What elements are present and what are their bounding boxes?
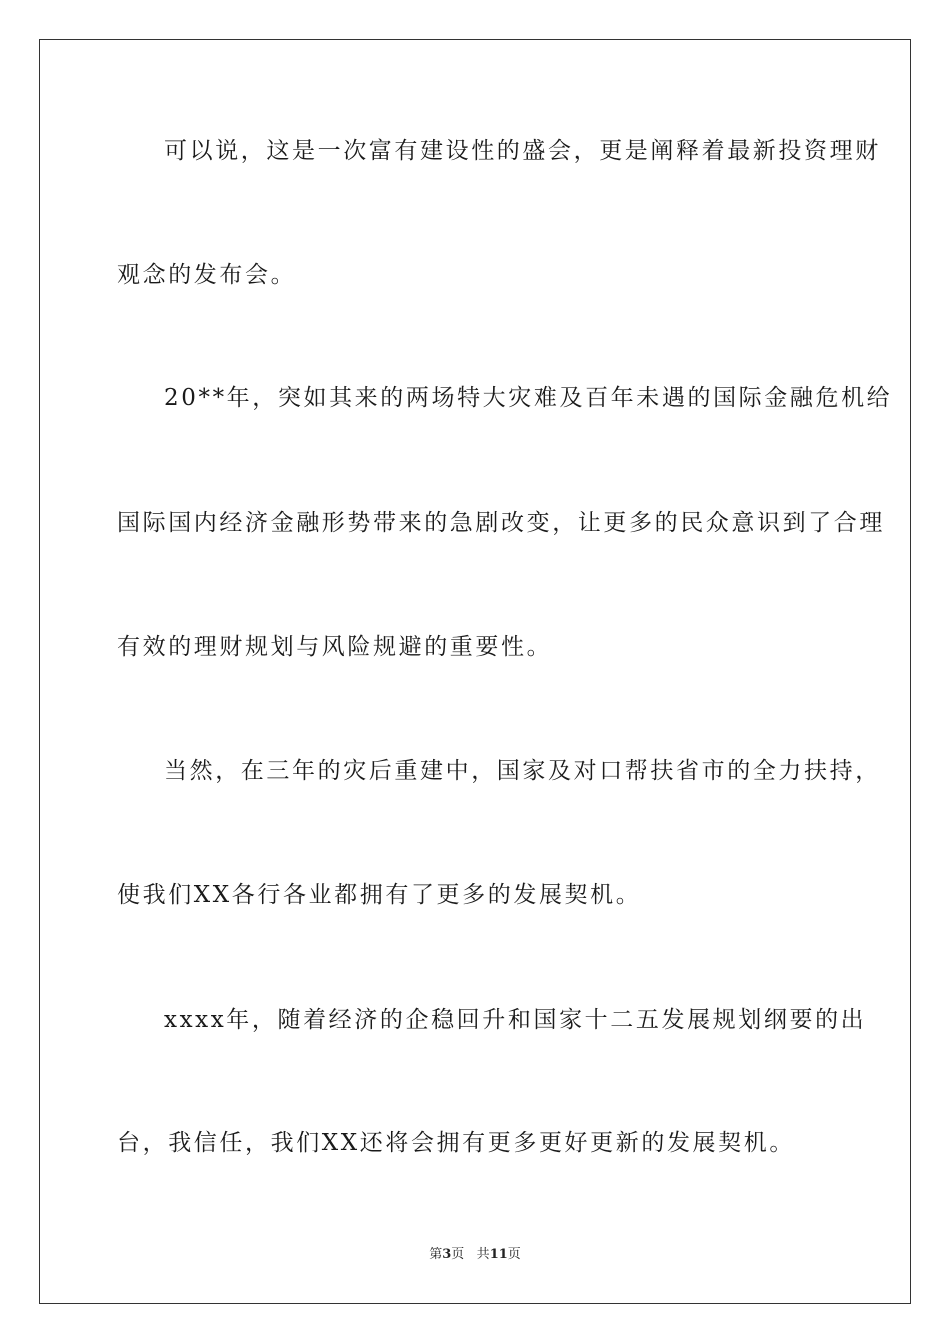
footer-page-number: 3 [442, 1247, 452, 1262]
paragraph-2-line-3: 有效的理财规划与风险规避的重要性。 [117, 634, 553, 660]
paragraph-3-line-2: 使我们XX各行各业都拥有了更多的发展契机。 [117, 882, 642, 908]
paragraph-4-line-1: xxxx年，随着经济的企稳回升和国家十二五发展规划纲要的出 [164, 1007, 867, 1033]
footer-total-suffix: 页 [507, 1247, 521, 1262]
paragraph-2-line-1: 20**年，突如其来的两场特大灾难及百年未遇的国际金融危机给 [164, 385, 893, 411]
paragraph-3-line-1: 当然，在三年的灾后重建中，国家及对口帮扶省市的全力扶持， [164, 758, 881, 784]
footer-page-suffix: 页 [451, 1247, 465, 1262]
footer-total-prefix: 共 [476, 1247, 490, 1262]
paragraph-1-line-2: 观念的发布会。 [117, 262, 297, 288]
paragraph-2-line-2: 国际国内经济金融形势带来的急剧改变，让更多的民众意识到了合理 [117, 510, 885, 536]
page-footer [0, 1246, 950, 1264]
footer-total-pages: 11 [489, 1247, 508, 1262]
footer-page-prefix: 第 [429, 1247, 443, 1262]
page-border [39, 39, 911, 1304]
paragraph-4-line-2: 台，我信任，我们XX还将会拥有更多更好更新的发展契机。 [117, 1130, 795, 1156]
paragraph-1-line-1: 可以说，这是一次富有建设性的盛会，更是阐释着最新投资理财 [164, 138, 881, 164]
